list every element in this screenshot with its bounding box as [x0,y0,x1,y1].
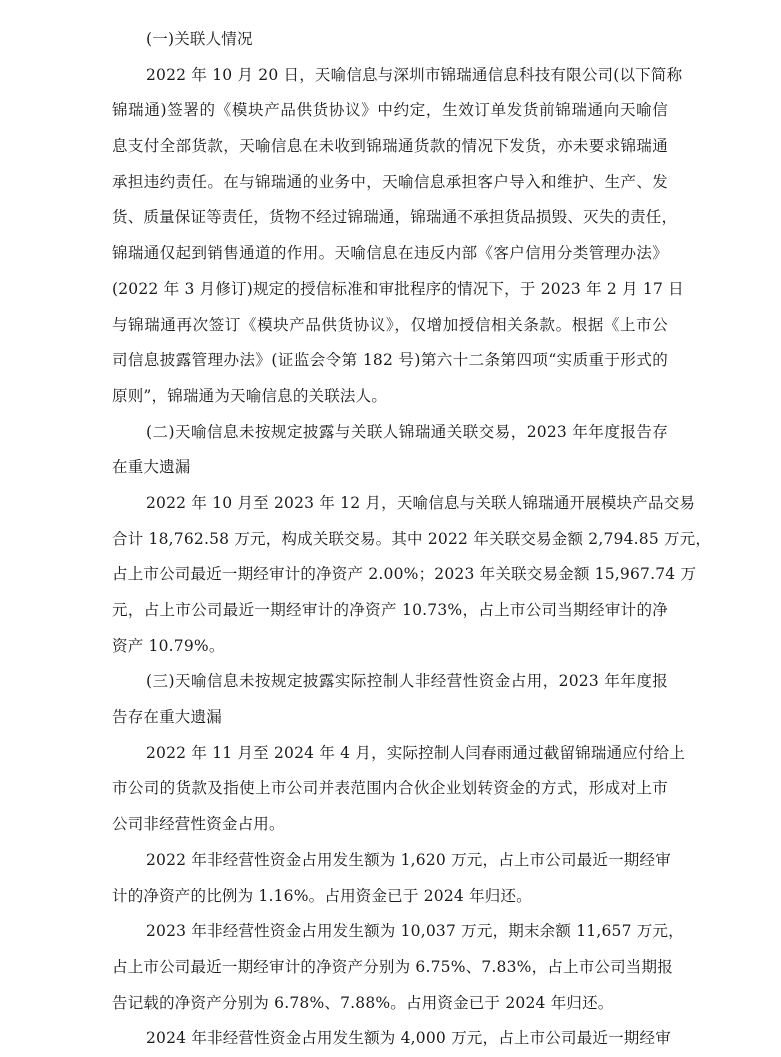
paragraph-line: 元，占上市公司最近一期经审计的净资产 10.73%，占上市公司当期经审计的净 [112,601,668,619]
paragraph-line: 2022 年 11 月至 2024 年 4 月，实际控制人闫春雨通过截留锦瑞通应付给上 [146,743,686,762]
paragraph-line: 锦瑞通)签署的《模块产品供货协议》中约定，生效订单发货前锦瑞通向天喻信 [112,101,668,120]
section-heading-1: (一)关联人情况 [146,30,253,48]
paragraph-line: 资产 10.79%。 [112,636,225,655]
paragraph-line: 2022 年非经营性资金占用发生额为 1,620 万元，占上市公司最近一期经审 [146,850,671,869]
paragraph-line: 占上市公司最近一期经审计的净资产 2.00%；2023 年关联交易金额 15,967.74 万 [112,565,697,584]
document-page [112,22,712,1057]
section-heading-3: (三)天喻信息未按规定披露实际控制人非经营性资金占用，2023 年年度报 [146,672,668,691]
paragraph-line: 息支付全部货款，天喻信息在未收到锦瑞通货款的情况下发货，亦未要求锦瑞通 [112,137,668,156]
paragraph-line: 2023 年非经营性资金占用发生额为 10,037 万元，期末余额 11,657 万元， [146,922,684,941]
paragraph-line: 2022 年 10 月至 2023 年 12 月，天喻信息与关联人锦瑞通开展模块产品交易 [146,493,696,512]
paragraph-line: 与锦瑞通再次签订《模块产品供货协议》，仅增加授信相关条款。根据《上市公 [112,315,668,334]
paragraph-line: 货、质量保证等责任，货物不经过锦瑞通，锦瑞通不承担货品损毁、灭失的责任， [112,208,678,227]
paragraph-line: 合计 18,762.58 万元，构成关联交易。其中 2022 年关联交易金额 2,794.85 万元， [112,529,712,548]
paragraph-line: 告记载的净资产分别为 6.78%、7.88%。占用资金已于 2024 年归还。 [112,993,614,1012]
section-heading-2-cont: 在重大遗漏 [112,458,191,477]
paragraph-line: 公司非经营性资金占用。 [112,815,285,834]
paragraph-line: 原则”，锦瑞通为天喻信息的关联法人。 [112,386,388,405]
paragraph-line: 承担违约责任。在与锦瑞通的业务中，天喻信息承担客户导入和维护、生产、发 [112,172,668,191]
paragraph-line: 占上市公司最近一期经审计的净资产分别为 6.75%、7.83%，占上市公司当期报 [112,957,673,976]
paragraph-line: 2024 年非经营性资金占用发生额为 4,000 万元，占上市公司最近一期经审 [146,1029,671,1048]
paragraph-line: 锦瑞通仅起到销售通道的作用。天喻信息在违反内部《客户信用分类管理办法》 [112,244,668,263]
paragraph-line: 计的净资产的比例为 1.16%。占用资金已于 2024 年归还。 [112,886,532,905]
paragraph-line: 2022 年 10 月 20 日，天喻信息与深圳市锦瑞通信息科技有限公司(以下简称 [146,65,683,84]
section-heading-3-cont: 告存在重大遗漏 [112,708,222,727]
paragraph-line: (2022 年 3 月修订)规定的授信标准和审批程序的情况下，于 2023 年 2 月 17 日 [112,279,684,298]
section-heading-2: (二)天喻信息未按规定披露与关联人锦瑞通关联交易，2023 年年度报告存 [146,422,668,441]
paragraph-line: 司信息披露管理办法》(证监会令第 182 号)第六十二条第四项“实质重于形式的 [112,351,668,370]
paragraph-line: 市公司的货款及指使上市公司并表范围内合伙企业划转资金的方式，形成对上市 [112,779,668,798]
